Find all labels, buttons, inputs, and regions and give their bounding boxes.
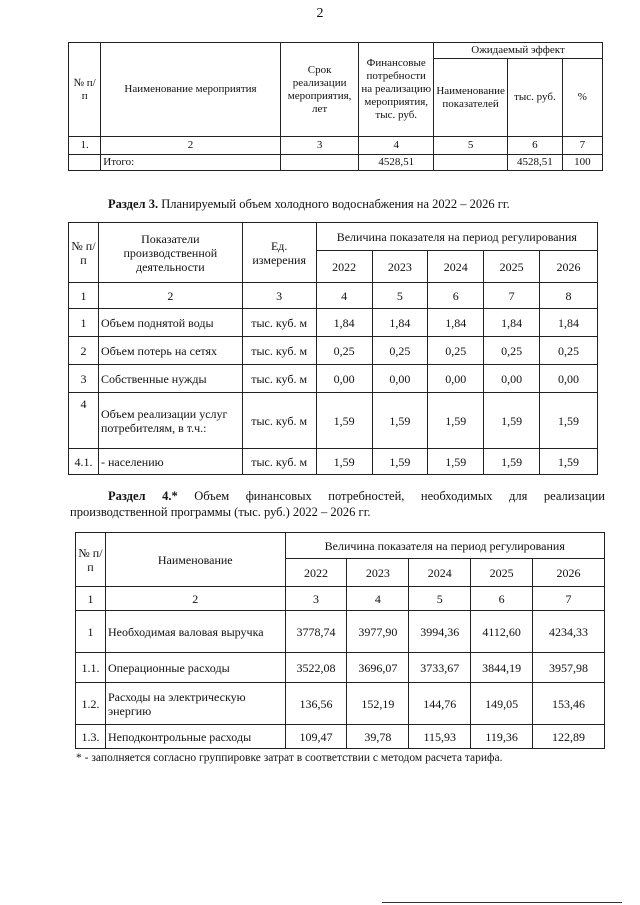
- header-finance: Финансовые потребности на реализацию мероприятия, тыс. руб.: [359, 43, 434, 137]
- row-value: 1,84: [484, 309, 540, 337]
- index-cell: 6: [471, 587, 533, 611]
- row-no: 1.2.: [76, 683, 106, 725]
- header-year: 2023: [372, 251, 428, 283]
- row-value: 1,59: [484, 393, 540, 449]
- row-name: Необходимая валовая выручка: [105, 611, 285, 653]
- row-value: 1,59: [428, 393, 484, 449]
- row-unit: тыс. куб. м: [242, 449, 316, 475]
- row-name: Объем потерь на сетях: [98, 337, 242, 365]
- water-volume-table: [68, 222, 598, 475]
- row-value: 0,00: [484, 365, 540, 393]
- total-effect-thousand: 4528,51: [508, 155, 562, 171]
- header-year: 2026: [533, 559, 605, 587]
- footer-divider: [382, 902, 622, 903]
- row-value: 1,59: [540, 449, 598, 475]
- row-value: 0,25: [372, 337, 428, 365]
- row-no: 1.3.: [76, 725, 106, 749]
- table-row: [76, 725, 605, 749]
- header-year: 2025: [471, 559, 533, 587]
- index-cell: 4: [359, 137, 434, 155]
- row-value: 3977,90: [347, 611, 409, 653]
- section-3-label: Раздел 3.: [108, 197, 159, 211]
- table-row: [69, 283, 598, 309]
- row-value: 0,25: [428, 337, 484, 365]
- table-row: [69, 137, 603, 155]
- index-cell: 1.: [69, 137, 101, 155]
- footnote: * - заполняется согласно группировке затрат в соответствии с методом расчета тарифа.: [76, 752, 503, 764]
- row-unit: тыс. куб. м: [242, 365, 316, 393]
- row-value: 1,84: [372, 309, 428, 337]
- row-no: 4: [69, 393, 99, 449]
- section-4-heading: [70, 488, 605, 520]
- section-3-title: Планируемый объем холодного водоснабжения на 2022 – 2026 гг.: [158, 197, 510, 211]
- index-cell: 3: [280, 137, 359, 155]
- index-cell: 2: [105, 587, 285, 611]
- row-unit: тыс. куб. м: [242, 337, 316, 365]
- header-name: Наименование: [105, 533, 285, 587]
- row-value: 1,59: [316, 393, 372, 449]
- header-year: 2026: [540, 251, 598, 283]
- row-name: Объем поднятой воды: [98, 309, 242, 337]
- index-cell: 5: [409, 587, 471, 611]
- row-value: 1,59: [428, 449, 484, 475]
- financial-needs-table: [75, 532, 605, 749]
- section-4-title: Объем финансовых потребностей, необходимых для реализации производственной программы (тыс. руб.) 2022 – 2026 гг.: [70, 489, 605, 519]
- row-value: 3994,36: [409, 611, 471, 653]
- row-value: 4112,60: [471, 611, 533, 653]
- row-no: 4.1.: [69, 449, 99, 475]
- row-value: 3696,07: [347, 653, 409, 683]
- row-name: Расходы на электрическую энергию: [105, 683, 285, 725]
- row-value: 136,56: [285, 683, 347, 725]
- header-year: 2025: [484, 251, 540, 283]
- row-value: 3778,74: [285, 611, 347, 653]
- row-value: 1,84: [428, 309, 484, 337]
- row-value: 1,59: [372, 393, 428, 449]
- row-value: 3957,98: [533, 653, 605, 683]
- index-cell: 8: [540, 283, 598, 309]
- header-year: 2022: [316, 251, 372, 283]
- section-3-heading: [108, 196, 608, 212]
- table-row: [76, 683, 605, 725]
- index-cell: 5: [434, 137, 508, 155]
- row-value: 1,84: [540, 309, 598, 337]
- row-name: Объем реализации услуг потребителям, в т.ч.:: [98, 393, 242, 449]
- row-no: 1.1.: [76, 653, 106, 683]
- row-no: 1: [69, 309, 99, 337]
- row-value: 0,00: [540, 365, 598, 393]
- row-value: 0,25: [540, 337, 598, 365]
- total-label: Итого:: [101, 155, 281, 171]
- row-value: 0,00: [428, 365, 484, 393]
- row-value: 4234,33: [533, 611, 605, 653]
- row-value: 0,25: [484, 337, 540, 365]
- header-no: № п/п: [69, 43, 101, 137]
- row-value: 122,89: [533, 725, 605, 749]
- index-cell: 7: [562, 137, 602, 155]
- table-row: [76, 587, 605, 611]
- header-measure-name: Наименование мероприятия: [101, 43, 281, 137]
- total-effect-percent: 100: [562, 155, 602, 171]
- header-percent: %: [562, 59, 602, 137]
- header-year: 2024: [428, 251, 484, 283]
- row-value: 3522,08: [285, 653, 347, 683]
- index-cell: 4: [316, 283, 372, 309]
- header-period-value: Величина показателя на период регулирования: [316, 223, 597, 251]
- row-value: 1,59: [316, 449, 372, 475]
- row-name: Собственные нужды: [98, 365, 242, 393]
- section-4-label: Раздел 4.*: [108, 489, 178, 503]
- row-value: 1,59: [484, 449, 540, 475]
- row-no: 2: [69, 337, 99, 365]
- index-cell: 6: [508, 137, 562, 155]
- table-row: [69, 337, 598, 365]
- table-row: [76, 653, 605, 683]
- header-period-value: Величина показателя на период регулирования: [285, 533, 604, 559]
- row-value: 0,25: [316, 337, 372, 365]
- row-name: Неподконтрольные расходы: [105, 725, 285, 749]
- index-cell: 4: [347, 587, 409, 611]
- row-value: 39,78: [347, 725, 409, 749]
- measures-table: [68, 42, 603, 171]
- row-value: 1,59: [372, 449, 428, 475]
- total-finance: 4528,51: [359, 155, 434, 171]
- index-cell: 7: [484, 283, 540, 309]
- row-value: 0,00: [316, 365, 372, 393]
- index-cell: 2: [101, 137, 281, 155]
- page-number: 2: [316, 6, 324, 21]
- row-value: 152,19: [347, 683, 409, 725]
- table-row: [69, 393, 598, 449]
- row-unit: тыс. куб. м: [242, 393, 316, 449]
- index-cell: 2: [98, 283, 242, 309]
- index-cell: 1: [76, 587, 106, 611]
- row-value: 1,84: [316, 309, 372, 337]
- table-row: [76, 611, 605, 653]
- index-cell: 6: [428, 283, 484, 309]
- row-name: Операционные расходы: [105, 653, 285, 683]
- table-row: [69, 309, 598, 337]
- row-no: 1: [76, 611, 106, 653]
- header-thousand-rub: тыс. руб.: [508, 59, 562, 137]
- header-unit: Ед. измерения: [242, 223, 316, 283]
- empty-cell: [280, 155, 359, 171]
- header-no: № п/п: [69, 223, 99, 283]
- header-year: 2024: [409, 559, 471, 587]
- index-cell: 3: [242, 283, 316, 309]
- header-term: Срок реализации мероприятия, лет: [280, 43, 359, 137]
- table-row: [69, 449, 598, 475]
- index-cell: 7: [533, 587, 605, 611]
- row-value: 3844,19: [471, 653, 533, 683]
- total-row: [69, 155, 603, 171]
- table-row: [69, 365, 598, 393]
- row-value: 3733,67: [409, 653, 471, 683]
- index-cell: 1: [69, 283, 99, 309]
- row-unit: тыс. куб. м: [242, 309, 316, 337]
- empty-cell: [434, 155, 508, 171]
- row-value: 144,76: [409, 683, 471, 725]
- row-value: 149,05: [471, 683, 533, 725]
- empty-cell: [69, 155, 101, 171]
- row-name: - населению: [98, 449, 242, 475]
- row-value: 115,93: [409, 725, 471, 749]
- index-cell: 5: [372, 283, 428, 309]
- row-value: 0,00: [372, 365, 428, 393]
- header-year: 2023: [347, 559, 409, 587]
- index-cell: 3: [285, 587, 347, 611]
- row-no: 3: [69, 365, 99, 393]
- header-indicator: Показатели производственной деятельности: [98, 223, 242, 283]
- header-expected-effect: Ожидаемый эффект: [434, 43, 603, 59]
- row-value: 119,36: [471, 725, 533, 749]
- header-no: № п/п: [76, 533, 106, 587]
- header-indicator-name: Наименование показателей: [434, 59, 508, 137]
- row-value: 109,47: [285, 725, 347, 749]
- row-value: 153,46: [533, 683, 605, 725]
- header-year: 2022: [285, 559, 347, 587]
- row-value: 1,59: [540, 393, 598, 449]
